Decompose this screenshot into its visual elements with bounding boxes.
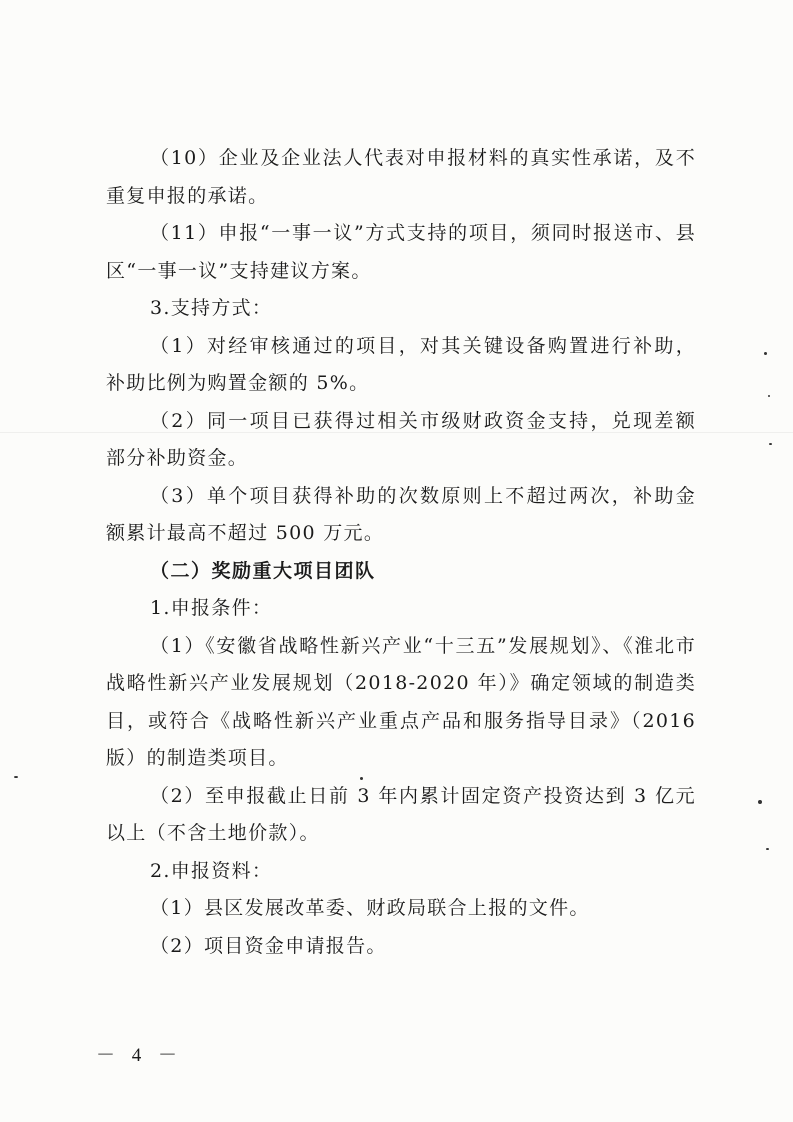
section-heading: （二）奖励重大项目团队 [150,559,376,582]
paragraph-line: （1）《安徽省战略性新兴产业“十三五”发展规划》、《淮北市 [150,634,696,657]
page-number: － 4 － [96,1045,184,1066]
section-label: 3.支持方式： [150,297,273,319]
paragraph-line: （10）企业及企业法人代表对申报材料的真实性承诺，及不 [150,147,696,169]
paragraph-line: （2）项目资金申请报告。 [150,934,387,957]
paragraph-line: 版）的制造类项目。 [106,747,289,769]
paragraph-line: （2）至申报截止日前 3 年内累计固定资产投资达到 3 亿元 [150,784,696,807]
paragraph-line: （3）单个项目获得补助的次数原则上不超过两次，补助金 [150,484,696,507]
paragraph-line: 区“一事一议”支持建议方案。 [106,259,372,282]
scan-speck [758,800,762,804]
scan-speck [14,776,18,778]
paragraph-line: （2）同一项目已获得过相关市级财政资金支持，兑现差额 [150,409,696,432]
document-body [106,140,696,965]
paragraph-line: （1）县区发展改革委、财政局联合上报的文件。 [150,897,590,919]
scan-speck [360,777,363,780]
paragraph-line: 重复申报的承诺。 [106,184,269,207]
paragraph-line: （11）申报“一事一议”方式支持的项目，须同时报送市、县 [150,222,696,244]
section-label: 1.申报条件： [150,597,273,619]
scan-speck [768,395,770,397]
scan-speck [766,848,769,850]
paragraph-line: 以上（不含土地价款）。 [106,822,320,844]
paragraph-line: 目，或符合《战略性新兴产业重点产品和服务指导目录》（2016 [106,709,696,732]
scan-speck [764,352,767,355]
paragraph-line: 补助比例为购置金额的 5%。 [106,372,370,394]
paragraph-line: 部分补助资金。 [106,447,249,469]
paragraph-line: （1）对经审核通过的项目，对其关键设备购置进行补助， [150,334,696,357]
paragraph-line: 额累计最高不超过 500 万元。 [106,522,385,544]
scan-speck [769,443,772,445]
section-label: 2.申报资料： [150,859,273,882]
paragraph-line: 战略性新兴产业发展规划（2018-2020 年）》确定领域的制造类 [106,672,696,694]
